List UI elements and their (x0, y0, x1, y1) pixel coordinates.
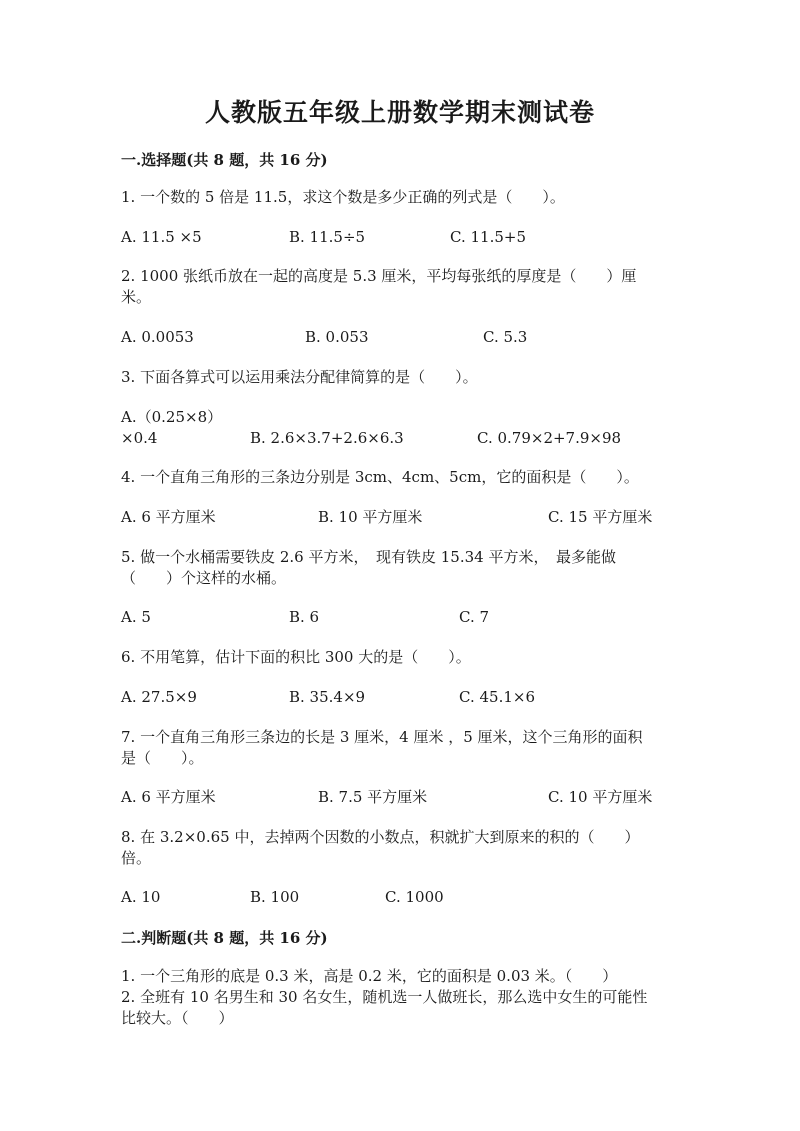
question-text-line: 比较大。（ ） (121, 1009, 234, 1027)
option-c: C. 0.79×2+7.9×98 (477, 429, 622, 447)
option-b: B. 11.5÷5 (289, 228, 366, 246)
question-text-line: 8. 在 3.2×0.65 中，去掉两个因数的小数点，积就扩大到原来的积的（ ） (121, 828, 640, 846)
page-title: 人教版五年级上册数学期末测试卷 (204, 98, 595, 127)
question-text-line: 倍。 (121, 849, 152, 867)
option-c: C. 15 平方厘米 (548, 508, 653, 526)
option-c: C. 1000 (385, 888, 444, 906)
option-c: C. 7 (459, 608, 490, 626)
option-b: B. 2.6×3.7+2.6×6.3 (250, 429, 404, 447)
question-text-line: 2. 1000 张纸币放在一起的高度是 5.3 厘米，平均每张纸的厚度是（ ）厘 (121, 267, 637, 285)
option-c: C. 11.5+5 (450, 228, 526, 246)
option-a-continued: ×0.4 (121, 429, 158, 447)
question-text-line: 5. 做一个水桶需要铁皮 2.6 平方米， 现有铁皮 15.34 平方米， 最多能做 (121, 548, 616, 566)
option-a: A. 10 (121, 888, 161, 906)
option-a: A. 6 平方厘米 (121, 788, 216, 806)
option-b: B. 0.053 (305, 328, 369, 346)
option-b: B. 6 (289, 608, 320, 626)
question-text-line: 7. 一个直角三角形三条边的长是 3 厘米，4 厘米 ，5 厘米，这个三角形的面积 (121, 728, 643, 746)
option-c: C. 5.3 (483, 328, 528, 346)
section-title-judgement: 二.判断题(共 8 题，共 16 分) (121, 929, 328, 947)
question-7 (121, 727, 681, 769)
question-text-line: 是（ ）。 (121, 749, 204, 767)
option-a: A. 11.5 ×5 (121, 228, 202, 246)
option-a: A. 6 平方厘米 (121, 508, 216, 526)
question-8 (121, 827, 681, 869)
question-2 (121, 266, 681, 308)
judgement-2 (121, 987, 681, 1029)
option-b: B. 10 平方厘米 (318, 508, 423, 526)
option-b: B. 35.4×9 (289, 688, 366, 706)
option-c: C. 10 平方厘米 (548, 788, 653, 806)
question-text-line: （ ）个这样的水桶。 (121, 569, 287, 587)
option-a: A. 5 (121, 608, 151, 626)
option-b: B. 7.5 平方厘米 (318, 788, 428, 806)
option-a: A. 0.0053 (121, 328, 194, 346)
judgement-1: 1. 一个三角形的底是 0.3 米，高是 0.2 米，它的面积是 0.03 米。（ ） (121, 967, 618, 985)
question-5 (121, 547, 681, 589)
section-title-choice: 一.选择题(共 8 题，共 16 分) (121, 151, 328, 169)
question-6: 6. 不用笔算，估计下面的积比 300 大的是（ ）。 (121, 648, 471, 666)
option-b: B. 100 (250, 888, 300, 906)
option-a: A.（0.25×8） (121, 408, 223, 426)
question-4: 4. 一个直角三角形的三条边分别是 3cm、4cm、5cm，它的面积是（ ）。 (121, 468, 639, 486)
question-3: 3. 下面各算式可以运用乘法分配律简算的是（ ）。 (121, 368, 478, 386)
question-text-line: 米。 (121, 288, 152, 306)
question-text-line: 2. 全班有 10 名男生和 30 名女生，随机选一人做班长，那么选中女生的可能性 (121, 988, 648, 1006)
question-1: 1. 一个数的 5 倍是 11.5，求这个数是多少正确的列式是（ ）。 (121, 188, 565, 206)
option-c: C. 45.1×6 (459, 688, 535, 706)
option-a: A. 27.5×9 (121, 688, 197, 706)
